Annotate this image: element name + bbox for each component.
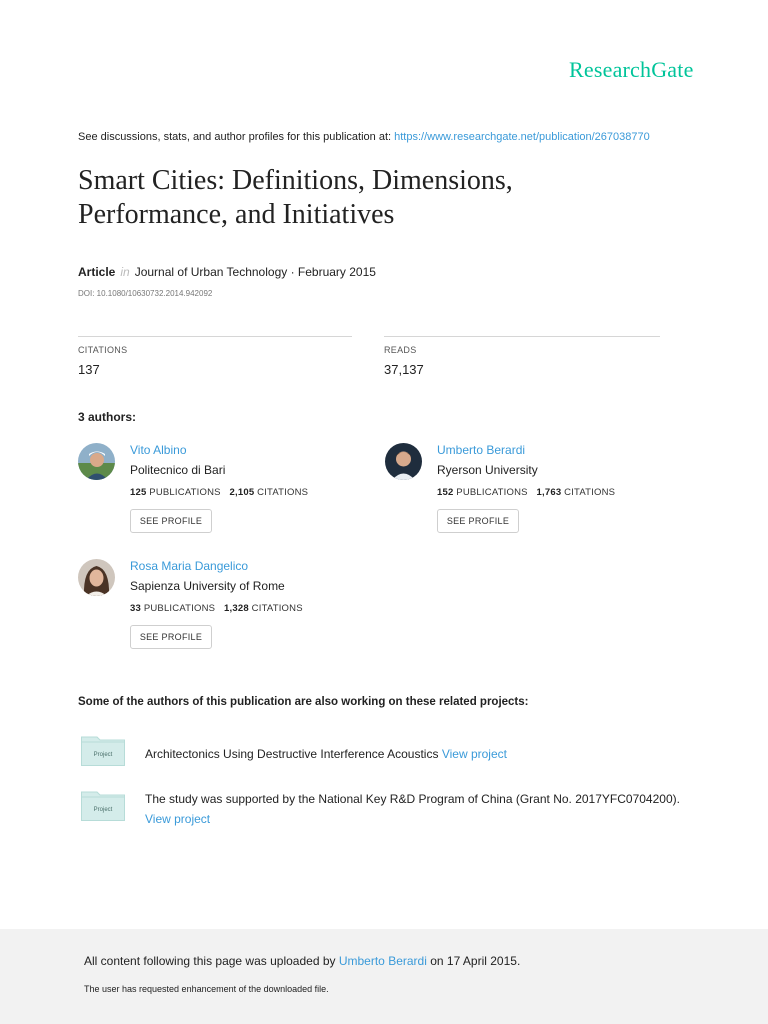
author-institution: Ryerson University (437, 463, 538, 477)
discussion-prefix: See discussions, stats, and author profiles for this publication at: (78, 131, 392, 143)
author-name-link[interactable]: Umberto Berardi (437, 443, 526, 457)
author-stats (130, 603, 303, 614)
view-project-link[interactable]: View project (145, 812, 211, 826)
see-profile-button[interactable]: SEE PROFILE (437, 509, 519, 533)
reads-value: 37,137 (384, 362, 424, 377)
avatar[interactable] (78, 559, 115, 596)
author-citations-label: CITATIONS (257, 487, 309, 498)
author-stats (437, 487, 615, 498)
upload-prefix: All content following this page was uploaded by (84, 954, 336, 968)
author-publications-label: PUBLICATIONS (456, 487, 528, 498)
author-citations-count: 1,763 (536, 487, 562, 498)
discussion-line (78, 131, 650, 143)
related-projects-heading: Some of the authors of this publication are also working on these related projects: (78, 696, 529, 708)
researchgate-logo[interactable]: ResearchGate (569, 57, 694, 82)
author-institution: Sapienza University of Rome (130, 579, 285, 593)
avatar[interactable] (385, 443, 422, 480)
footer (0, 929, 768, 1024)
view-project-link[interactable]: View project (441, 747, 507, 761)
publication-meta (78, 265, 376, 279)
meta-in: in (120, 265, 130, 279)
project-text (145, 789, 705, 829)
author-stats (130, 487, 308, 498)
title-line-1: Smart Cities: Definitions, Dimensions, (78, 165, 513, 196)
avatar-photo-icon (385, 443, 422, 480)
author-citations-label: CITATIONS (251, 603, 303, 614)
project-text (145, 744, 705, 764)
author-publications-label: PUBLICATIONS (143, 603, 216, 614)
author-card (78, 443, 378, 543)
author-publications-count: 33 (130, 603, 141, 614)
author-card (385, 443, 685, 543)
author-citations-count: 1,328 (224, 603, 249, 614)
avatar[interactable] (78, 443, 115, 480)
upload-suffix: on 17 April 2015. (430, 954, 521, 968)
project-title: The study was supported by the National Key R&D Program of China (Grant No. 2017YFC0704200). (145, 792, 680, 806)
citations-value: 137 (78, 362, 100, 377)
uploader-link[interactable]: Umberto Berardi (338, 954, 427, 968)
reads-divider (384, 336, 660, 337)
folder-icon[interactable] (81, 789, 125, 821)
folder-label: Project (93, 807, 113, 813)
publication-url-link[interactable]: https://www.researchgate.net/publication/267038770 (394, 131, 650, 143)
authors-heading: 3 authors: (78, 410, 137, 424)
author-name-link[interactable]: Rosa Maria Dangelico (130, 559, 249, 573)
reads-label: READS (384, 345, 417, 355)
publication-title (78, 164, 698, 232)
journal-info: Journal of Urban Technology · February 2015 (134, 265, 376, 279)
author-publications-count: 125 (130, 487, 147, 498)
title-line-2: Performance, and Initiatives (78, 199, 395, 230)
citations-divider (78, 336, 352, 337)
enhancement-note: The user has requested enhancement of the downloaded file. (84, 984, 329, 994)
avatar-photo-icon (78, 443, 115, 480)
author-publications-label: PUBLICATIONS (149, 487, 221, 498)
author-publications-count: 152 (437, 487, 454, 498)
see-profile-button[interactable]: SEE PROFILE (130, 625, 212, 649)
project-title: Architectonics Using Destructive Interference Acoustics (145, 747, 439, 761)
author-institution: Politecnico di Bari (130, 463, 226, 477)
doi: DOI: 10.1080/10630732.2014.942092 (78, 289, 213, 298)
see-profile-button[interactable]: SEE PROFILE (130, 509, 212, 533)
author-citations-label: CITATIONS (564, 487, 616, 498)
author-name-link[interactable]: Vito Albino (130, 443, 187, 457)
upload-note (84, 954, 520, 968)
publication-type: Article (78, 265, 116, 279)
folder-icon[interactable] (81, 734, 125, 766)
avatar-photo-icon (78, 559, 115, 596)
author-card (78, 559, 378, 659)
citations-label: CITATIONS (78, 345, 128, 355)
author-citations-count: 2,105 (229, 487, 255, 498)
folder-label: Project (93, 752, 113, 758)
